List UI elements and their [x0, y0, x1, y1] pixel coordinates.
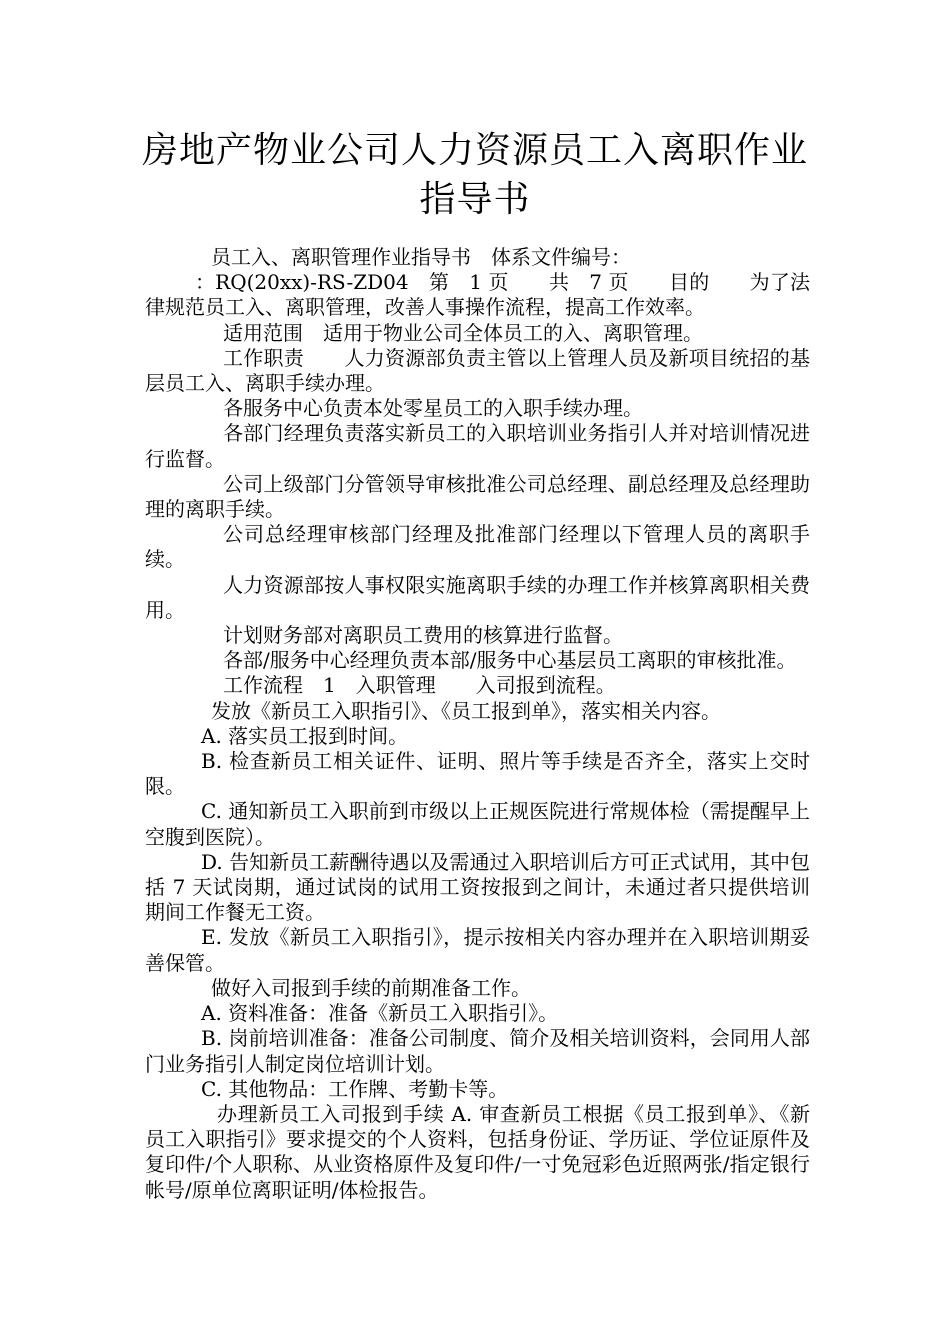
paragraph: E. 发放《新员工入职指引》，提示按相关内容办理并在入职培训期妥善保管。 — [145, 925, 810, 975]
paragraph: 公司上级部门分管领导审核批准公司总经理、副总经理及总经理助理的离职手续。 — [145, 471, 810, 522]
paragraph: B. 检查新员工相关证件、证明、照片等手续是否齐全，落实上交时限。 — [145, 749, 810, 799]
paragraph: D. 告知新员工薪酬待遇以及需通过入职培训后方可正式试用，其中包括 7 天试岗期，通过试岗的试用工资按报到之间计，未通过者只提供培训期间工作餐无工资。 — [145, 849, 810, 925]
paragraph: 工作职责 人力资源部负责主管以上管理人员及新项目统招的基层员工入、离职手续办理。 — [145, 345, 810, 396]
paragraph: C. 其他物品：工作牌、考勤卡等。 — [201, 1076, 509, 1101]
document-title-line1: 房地产物业公司人力资源员工入离职作业 — [141, 130, 808, 171]
paragraph: A. 资料准备：准备《新员工入职指引》。 — [201, 1001, 559, 1026]
paragraph: A. 落实员工报到时间。 — [201, 723, 409, 748]
paragraph: 计划财务部对离职员工费用的核算进行监督。 — [223, 623, 623, 648]
paragraph: 做好入司报到手续的前期准备工作。 — [211, 975, 531, 1000]
paragraph: B. 岗前培训准备：准备公司制度、简介及相关培训资料，会同用人部门业务指引人制定岗位培训计划。 — [145, 1026, 810, 1076]
paragraph: 人力资源部按人事权限实施离职手续的办理工作并核算离职相关费用。 — [145, 572, 810, 622]
paragraph: C. 通知新员工入职前到市级以上正规医院进行常规体检（需提醒早上空腹到医院）。 — [145, 799, 810, 849]
paragraph: 员工入、离职管理作业指导书 体系文件编号： — [211, 245, 631, 269]
paragraph: 各服务中心负责本处零星员工的入职手续办理。 — [223, 396, 643, 421]
paragraph: 办理新员工入司报到手续 A. 审查新员工根据《员工报到单》、《新员工入职指引》要求提交的个人资料，包括身份证、学历证、学位证原件及复印件/个人职称、从业资格原件及复印件/一寸免冠彩色近照两张/指定银行帐号/原单位离职证明/体检报告。 — [145, 1101, 810, 1202]
paragraph: 公司总经理审核部门经理及批准部门经理以下管理人员的离职手续。 — [145, 522, 810, 572]
paragraph: ：RQ(20xx)-RS-ZD04 第 1 页 共 7 页 目的 为了法律规范员工入、离职管理，改善人事操作流程，提高工作效率。 — [145, 270, 810, 320]
paragraph: 工作流程 1 入职管理 入司报到流程。 — [223, 673, 616, 698]
paragraph: 发放《新员工入职指引》、《员工报到单》，落实相关内容。 — [211, 698, 721, 723]
paragraph: 适用范围 适用于物业公司全体员工的入、离职管理。 — [223, 320, 703, 345]
document-title-line2: 指导书 — [419, 179, 531, 220]
paragraph: 各部门经理负责落实新员工的入职培训业务指引人并对培训情况进行监督。 — [145, 421, 810, 471]
paragraph: 各部/服务中心经理负责本部/服务中心基层员工离职的审核批准。 — [223, 648, 797, 673]
document-body — [145, 245, 810, 1203]
